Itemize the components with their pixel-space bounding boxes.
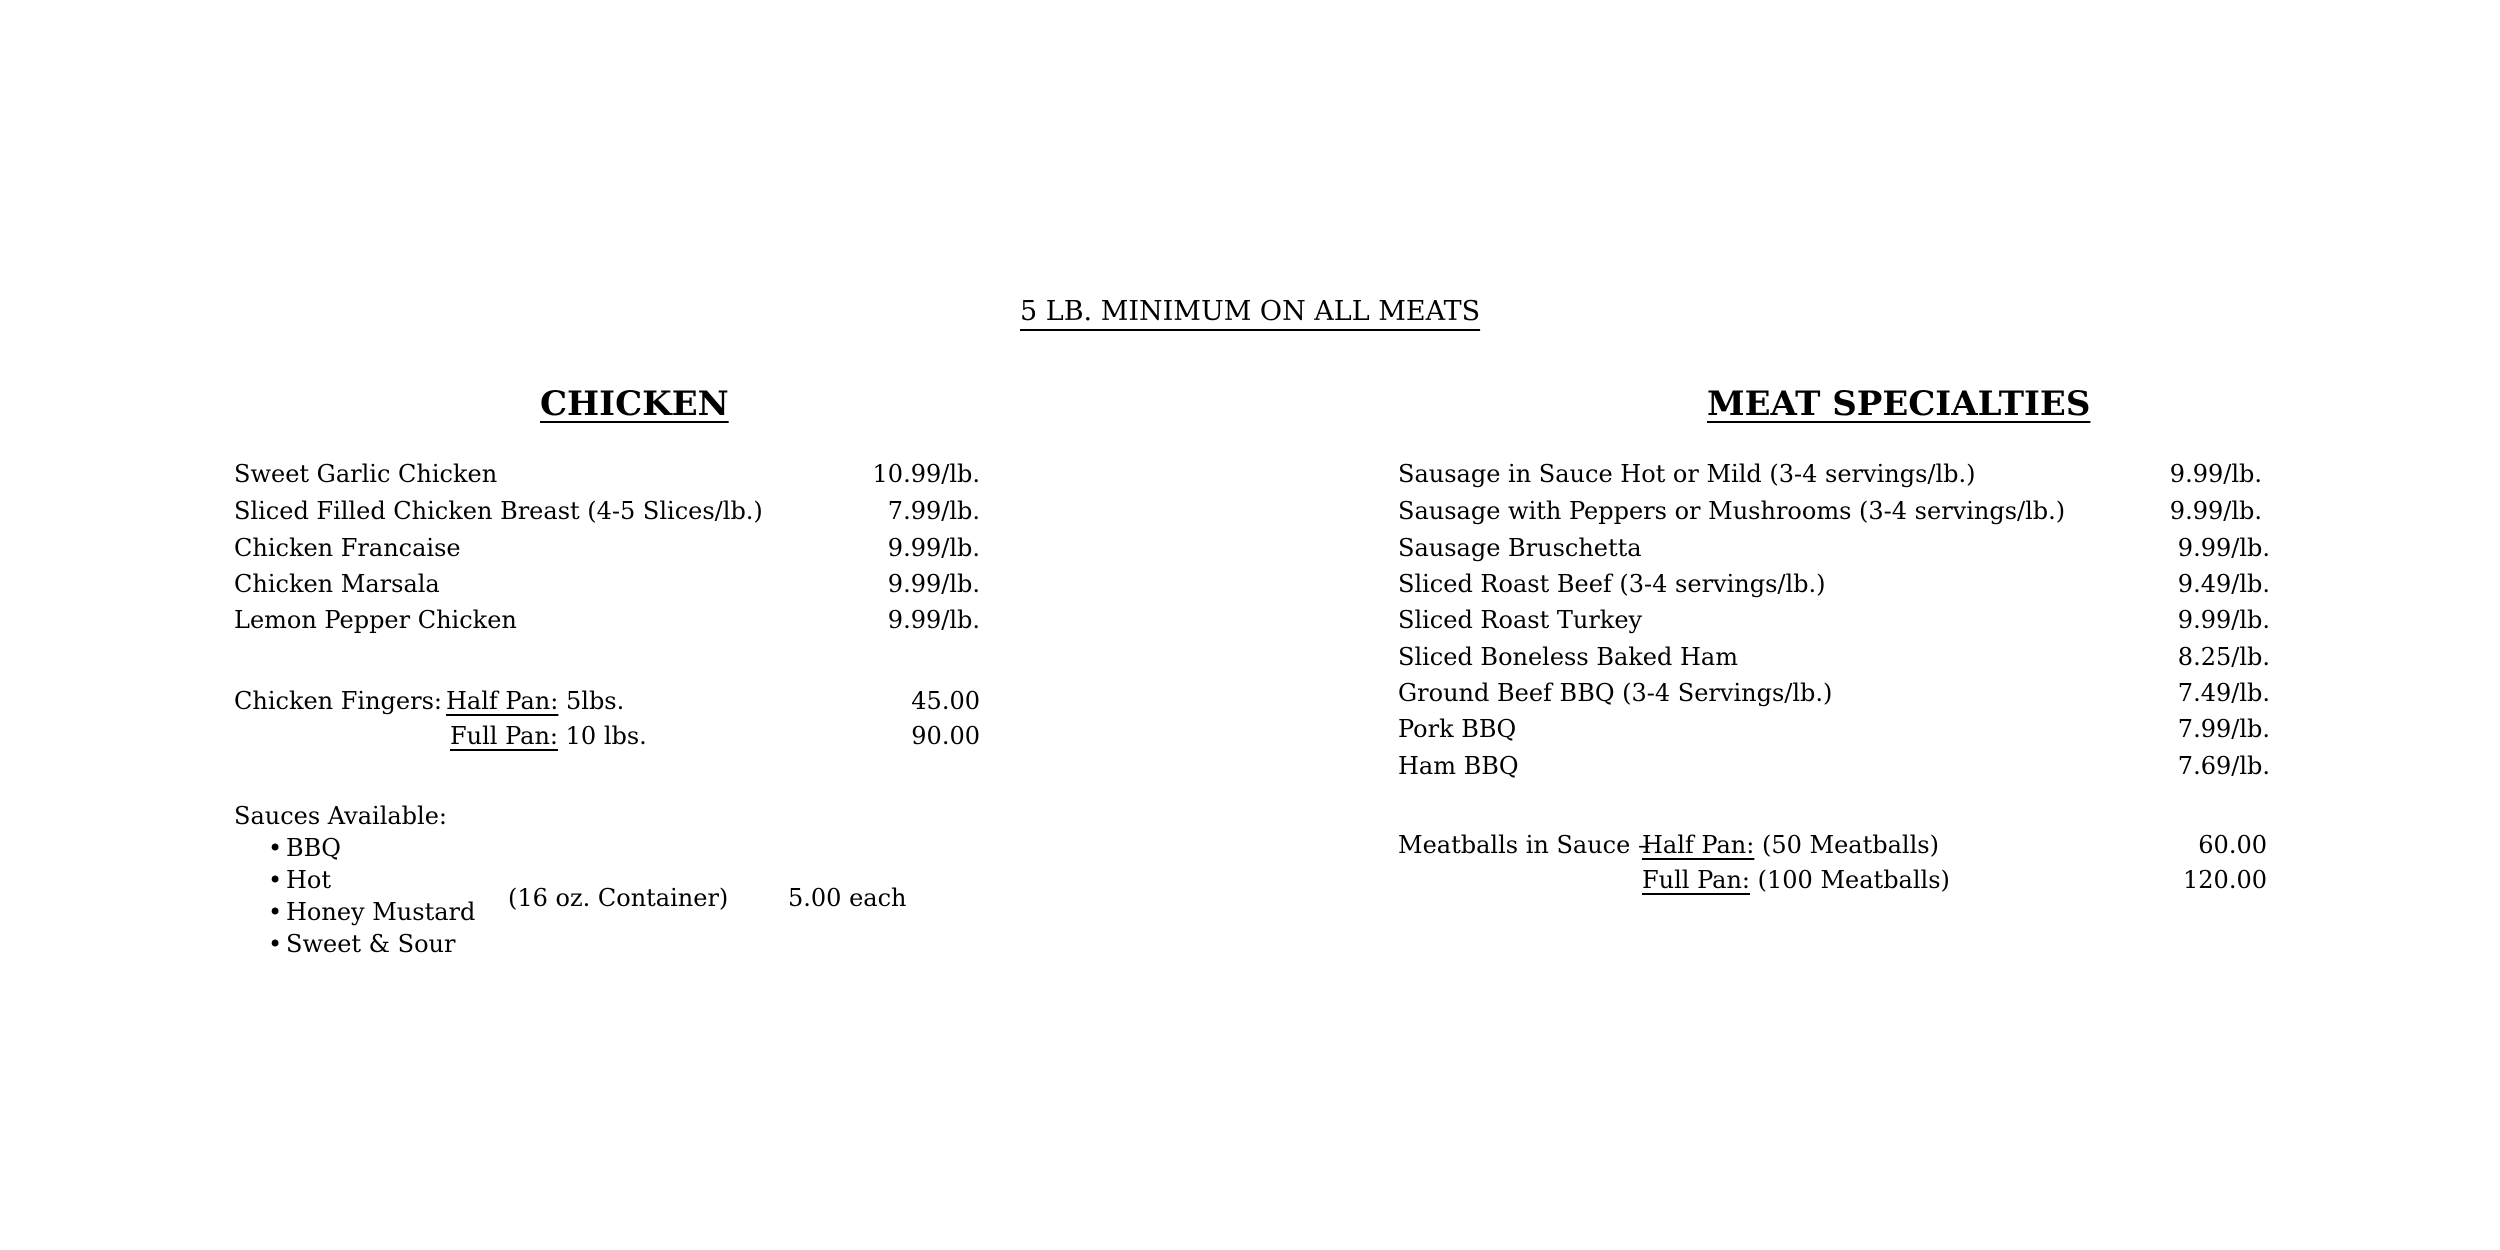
chicken-section-title: CHICKEN (540, 384, 729, 424)
full-pan-desc: (100 Meatballs) (1757, 866, 1950, 894)
chicken-fingers-label: Chicken Fingers: (234, 687, 442, 715)
meat-section-title: MEAT SPECIALTIES (1707, 384, 2091, 424)
chicken-item-price: 7.99/lb. (887, 497, 980, 525)
chicken-item-name: Chicken Francaise (234, 534, 461, 562)
meat-item-name: Sliced Roast Turkey (1398, 606, 1643, 634)
chicken-fingers-half-price: 45.00 (911, 687, 980, 715)
meat-item-price: 7.49/lb. (2177, 679, 2270, 707)
meat-item-name: Sausage Bruschetta (1398, 534, 1642, 562)
chicken-item-price: 9.99/lb. (887, 570, 980, 598)
meat-item-price: 9.99/lb. (2177, 606, 2270, 634)
minimum-notice: 5 LB. MINIMUM ON ALL MEATS (1020, 296, 1481, 327)
sauces-label: Sauces Available: (234, 802, 448, 830)
chicken-item-price: 9.99/lb. (887, 606, 980, 634)
meatballs-full-price: 120.00 (2183, 866, 2267, 894)
meat-item-price: 9.49/lb. (2177, 570, 2270, 598)
sauce-container-size: (16 oz. Container) (508, 884, 729, 912)
meat-item-name: Sausage in Sauce Hot or Mild (3-4 servings/lb.) (1398, 460, 1976, 488)
chicken-item-name: Chicken Marsala (234, 570, 440, 598)
meat-item-name: Pork BBQ (1398, 715, 1517, 743)
meat-item-name: Sliced Roast Beef (3-4 servings/lb.) (1398, 570, 1826, 598)
meat-item-price: 7.69/lb. (2177, 752, 2270, 780)
sauce-price: 5.00 each (788, 884, 907, 912)
meat-item-name: Sliced Boneless Baked Ham (1398, 643, 1738, 671)
meat-item-price: 9.99/lb. (2169, 460, 2262, 488)
chicken-item-price: 9.99/lb. (887, 534, 980, 562)
meat-item-price: 9.99/lb. (2177, 534, 2270, 562)
meatballs-full-pan (1642, 862, 1950, 898)
list-item: • BBQ (268, 832, 475, 864)
full-pan-label: Full Pan: (1642, 866, 1751, 894)
chicken-fingers-full-price: 90.00 (911, 722, 980, 750)
list-item: • Honey Mustard (268, 896, 475, 928)
meat-item-name: Ground Beef BBQ (3-4 Servings/lb.) (1398, 679, 1833, 707)
chicken-item-name: Sliced Filled Chicken Breast (4-5 Slices/lb.) (234, 497, 763, 525)
half-pan-size: 5lbs. (566, 687, 625, 715)
meat-item-name: Sausage with Peppers or Mushrooms (3-4 servings/lb.) (1398, 497, 2066, 525)
list-item: • Hot (268, 864, 475, 896)
half-pan-label: Half Pan: (446, 687, 559, 715)
meat-item-price: 8.25/lb. (2177, 643, 2270, 671)
full-pan-label: Full Pan: (450, 722, 559, 750)
chicken-item-price: 10.99/lb. (872, 460, 980, 488)
half-pan-label: Half Pan: (1642, 831, 1755, 859)
meat-item-name: Ham BBQ (1398, 752, 1519, 780)
meat-item-price: 7.99/lb. (2177, 715, 2270, 743)
meatballs-half-price: 60.00 (2198, 831, 2267, 859)
half-pan-desc: (50 Meatballs) (1762, 831, 1939, 859)
chicken-item-name: Sweet Garlic Chicken (234, 460, 498, 488)
chicken-fingers-half-pan (446, 683, 624, 719)
chicken-fingers-full-pan (450, 718, 647, 754)
full-pan-size: 10 lbs. (565, 722, 647, 750)
meat-item-price: 9.99/lb. (2169, 497, 2262, 525)
meatballs-half-pan (1642, 827, 1939, 863)
meatballs-label: Meatballs in Sauce – (1398, 831, 1650, 859)
chicken-item-name: Lemon Pepper Chicken (234, 606, 517, 634)
list-item: • Sweet & Sour (268, 928, 475, 960)
sauces-list (268, 832, 475, 960)
